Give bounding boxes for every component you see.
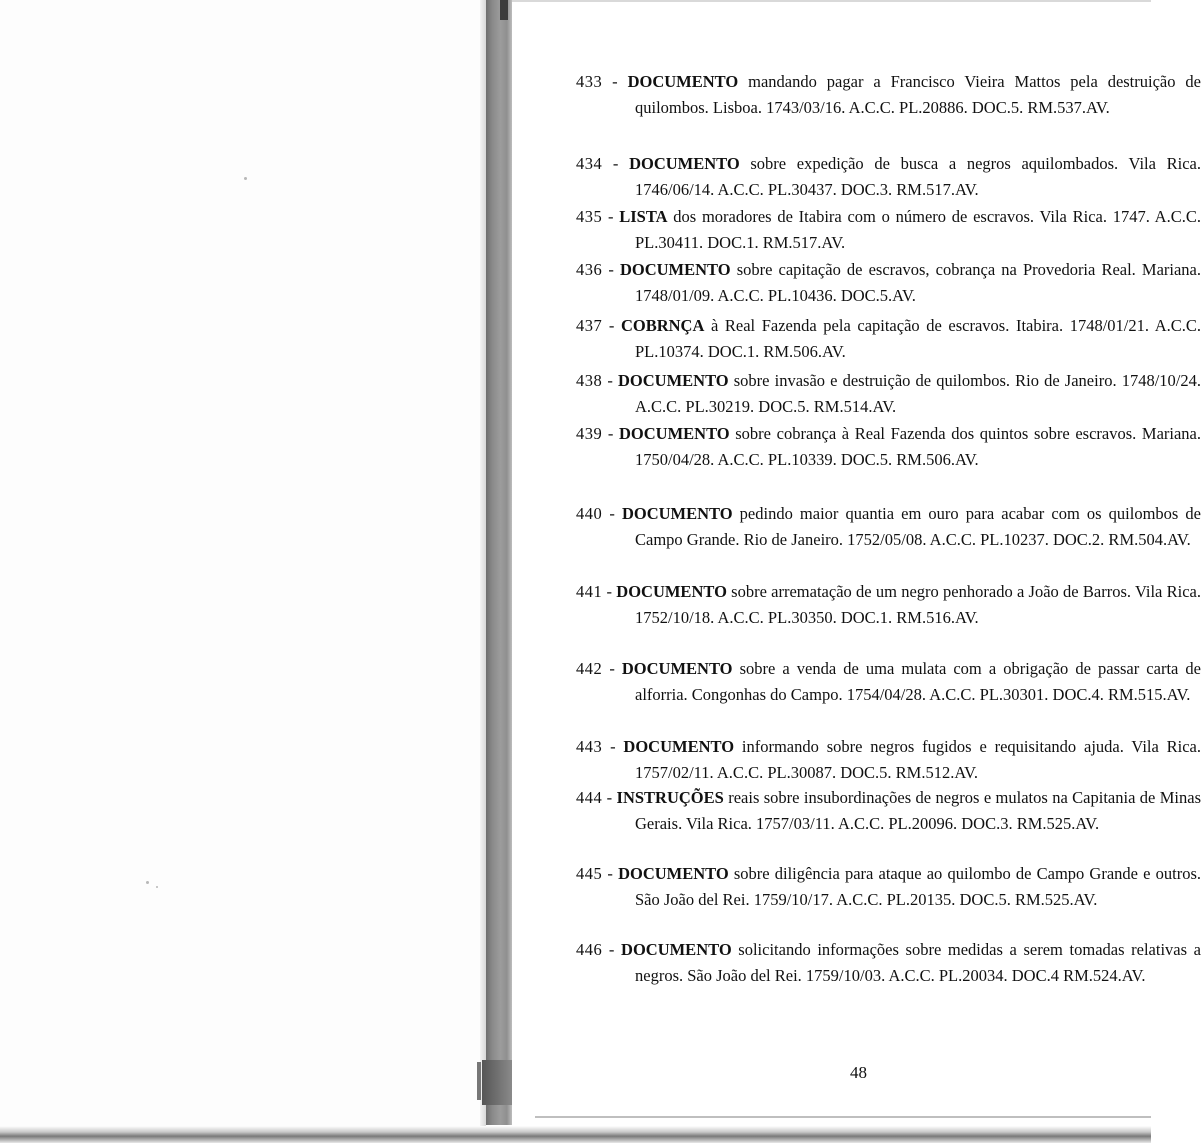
entry-number: 435 — [576, 207, 603, 226]
entry-heading: DOCUMENTO — [618, 371, 729, 390]
entry-number: 433 — [576, 72, 603, 91]
book-spine — [486, 0, 512, 1125]
entry-440: 440 - DOCUMENTO pedindo maior quantia em ouro para acabar com os quilombos de Campo Grande. Rio de Janeiro. 1752/05/08. A.C.C. PL.10237. DOC.2. RM.504.AV. — [576, 504, 1201, 549]
entry-number: 440 — [576, 504, 603, 523]
entry-number: 443 — [576, 737, 603, 756]
entry-434: 434 - DOCUMENTO sobre expedição de busca a negros aquilombados. Vila Rica. 1746/06/14. A.C.C. PL.30437. DOC.3. RM.517.AV. — [576, 154, 1201, 199]
entry-text: sobre diligência para ataque ao quilombo de Campo Grande e outros. São João del Rei. 1759/10/17. A.C.C. PL.20135. DOC.5. RM.525.AV. — [635, 864, 1201, 909]
entry-text: sobre invasão e destruição de quilombos. Rio de Janeiro. 1748/10/24. A.C.C. PL.30219. DOC.5. RM.514.AV. — [635, 371, 1201, 416]
entry-heading: DOCUMENTO — [616, 582, 727, 601]
entry-443: 443 - DOCUMENTO informando sobre negros fugidos e requisitando ajuda. Vila Rica. 1757/02/11. A.C.C. PL.30087. DOC.5. RM.512.AV. — [576, 737, 1201, 782]
scan-bottom-shadow — [0, 1126, 1151, 1143]
left-blank-page — [0, 0, 482, 1143]
entry-number: 446 — [576, 940, 603, 959]
binding-mark — [477, 1062, 481, 1100]
entry-437: 437 - COBRNÇA à Real Fazenda pela capitação de escravos. Itabira. 1748/01/21. A.C.C. PL.10374. DOC.1. RM.506.AV. — [576, 316, 1201, 361]
entry-heading: DOCUMENTO — [618, 864, 729, 883]
entry-heading: DOCUMENTO — [621, 659, 733, 678]
entry-heading: DOCUMENTO — [619, 424, 730, 443]
entry-433: 433 - DOCUMENTO mandando pagar a Francisco Vieira Mattos pela destruição de quilombos. Lisboa. 1743/03/16. A.C.C. PL.20886. DOC.5. RM.537.AV. — [576, 72, 1201, 117]
entry-text: sobre expedição de busca a negros aquilombados. Vila Rica. 1746/06/14. A.C.C. PL.30437. DOC.3. RM.517.AV. — [635, 154, 1201, 199]
entry-435: 435 - LISTA dos moradores de Itabira com o número de escravos. Vila Rica. 1747. A.C.C. PL.30411. DOC.1. RM.517.AV. — [576, 207, 1201, 252]
entry-438: 438 - DOCUMENTO sobre invasão e destruição de quilombos. Rio de Janeiro. 1748/10/24. A.C.C. PL.30219. DOC.5. RM.514.AV. — [576, 371, 1201, 416]
entry-number: 445 — [576, 864, 603, 883]
entry-heading: DOCUMENTO — [623, 737, 735, 756]
entry-text: sobre capitação de escravos, cobrança na Provedoria Real. Mariana. 1748/01/09. A.C.C. PL.10436. DOC.5.AV. — [635, 260, 1201, 305]
entry-text: à Real Fazenda pela capitação de escravos. Itabira. 1748/01/21. A.C.C. PL.10374. DOC.1. RM.506.AV. — [635, 316, 1201, 361]
entry-442: 442 - DOCUMENTO sobre a venda de uma mulata com a obrigação de passar carta de alforria. Congonhas do Campo. 1754/04/28. A.C.C. PL.30301. DOC.4. RM.515.AV. — [576, 659, 1201, 704]
entry-heading: DOCUMENTO — [619, 260, 731, 279]
entry-heading: COBRNÇA — [620, 316, 705, 335]
entry-number: 437 — [576, 316, 603, 335]
entry-text: solicitando informações sobre medidas a serem tomadas relativas a negros. São João del Rei. 1759/10/03. A.C.C. PL.20034. DOC.4 RM.524.AV. — [635, 940, 1201, 985]
entry-number: 444 — [576, 788, 603, 807]
entry-text: pedindo maior quantia em ouro para acabar com os quilombos de Campo Grande. Rio de Janeiro. 1752/05/08. A.C.C. PL.10237. DOC.2. RM.504.AV. — [635, 504, 1201, 549]
entry-436: 436 - DOCUMENTO sobre capitação de escravos, cobrança na Provedoria Real. Mariana. 1748/01/09. A.C.C. PL.10436. DOC.5.AV. — [576, 260, 1201, 305]
dust-speck — [146, 881, 149, 884]
entry-number: 441 — [576, 582, 603, 601]
entry-number: 439 — [576, 424, 603, 443]
entry-heading: DOCUMENTO — [629, 154, 740, 173]
entry-text: mandando pagar a Francisco Vieira Mattos pela destruição de quilombos. Lisboa. 1743/03/16. A.C.C. PL.20886. DOC.5. RM.537.AV. — [635, 72, 1201, 117]
entry-446: 446 - DOCUMENTO solicitando informações sobre medidas a serem tomadas relativas a negros. São João del Rei. 1759/10/03. A.C.C. PL.20034. DOC.4 RM.524.AV. — [576, 940, 1201, 985]
book-spine-bottom — [482, 1060, 512, 1105]
entry-439: 439 - DOCUMENTO sobre cobrança à Real Fazenda dos quintos sobre escravos. Mariana. 1750/04/28. A.C.C. PL.10339. DOC.5. RM.506.AV. — [576, 424, 1201, 469]
entry-number: 434 — [576, 154, 603, 173]
entry-text: reais sobre insubordinações de negros e mulatos na Capitania de Minas Gerais. Vila Rica. 1757/03/11. A.C.C. PL.20096. DOC.3. RM.525.AV. — [635, 788, 1201, 833]
entry-heading: DOCUMENTO — [627, 72, 739, 91]
dust-speck — [244, 177, 247, 180]
entry-number: 438 — [576, 371, 603, 390]
entry-text: dos moradores de Itabira com o número de escravos. Vila Rica. 1747. A.C.C. PL.30411. DOC.1. RM.517.AV. — [635, 207, 1201, 252]
right-page — [512, 0, 1201, 1118]
entry-heading: DOCUMENTO — [621, 504, 733, 523]
page-number: 48 — [850, 1063, 867, 1082]
entry-number: 436 — [576, 260, 603, 279]
entry-text: informando sobre negros fugidos e requisitando ajuda. Vila Rica. 1757/02/11. A.C.C. PL.30087. DOC.5. RM.512.AV. — [635, 737, 1201, 782]
entry-text: sobre arrematação de um negro penhorado a João de Barros. Vila Rica. 1752/10/18. A.C.C. PL.30350. DOC.1. RM.516.AV. — [635, 582, 1201, 627]
entry-text: sobre cobrança à Real Fazenda dos quintos sobre escravos. Mariana. 1750/04/28. A.C.C. PL.10339. DOC.5. RM.506.AV. — [635, 424, 1201, 469]
entry-444: 444 - INSTRUÇÕES reais sobre insubordinações de negros e mulatos na Capitania de Minas Gerais. Vila Rica. 1757/03/11. A.C.C. PL.20096. DOC.3. RM.525.AV. — [576, 788, 1201, 833]
entry-number: 442 — [576, 659, 603, 678]
book-spine-top — [500, 0, 508, 20]
entry-heading: INSTRUÇÕES — [616, 788, 724, 807]
entry-heading: DOCUMENTO — [621, 940, 732, 959]
entry-heading: LISTA — [619, 207, 668, 226]
entry-441: 441 - DOCUMENTO sobre arrematação de um negro penhorado a João de Barros. Vila Rica. 1752/10/18. A.C.C. PL.30350. DOC.1. RM.516.AV. — [576, 582, 1201, 627]
dust-speck — [156, 886, 158, 888]
entry-text: sobre a venda de uma mulata com a obrigação de passar carta de alforria. Congonhas do Campo. 1754/04/28. A.C.C. PL.30301. DOC.4. RM.515.AV. — [635, 659, 1201, 704]
entry-445: 445 - DOCUMENTO sobre diligência para ataque ao quilombo de Campo Grande e outros. São João del Rei. 1759/10/17. A.C.C. PL.20135. DOC.5. RM.525.AV. — [576, 864, 1201, 909]
